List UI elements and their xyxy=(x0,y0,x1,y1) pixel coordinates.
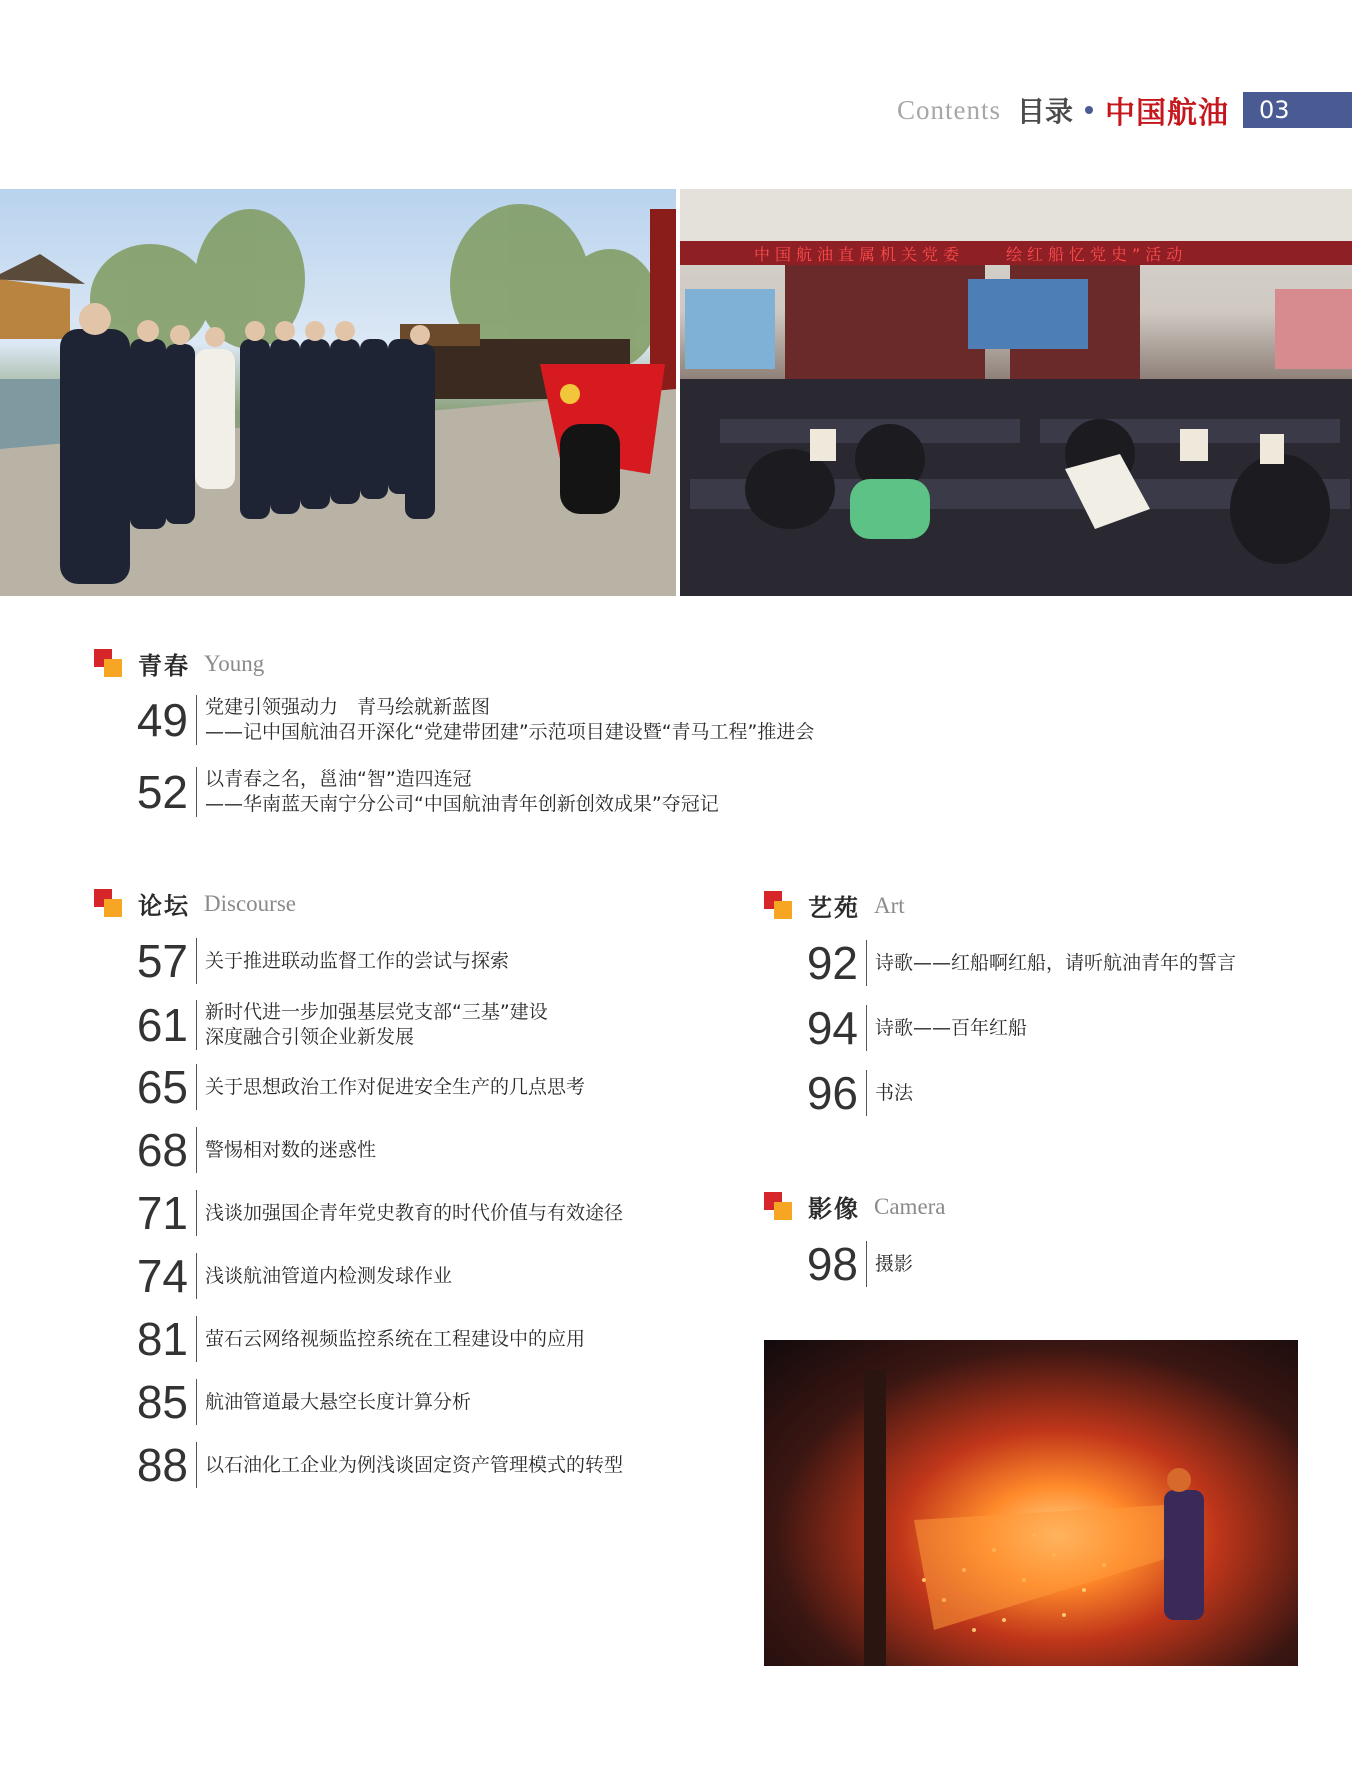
toc-entry[interactable] xyxy=(800,1002,1028,1054)
entry-divider xyxy=(866,1241,867,1287)
section-title-en: Camera xyxy=(874,1193,946,1219)
entry-title: 浅谈航油管道内检测发球作业 xyxy=(205,1264,453,1287)
entry-page-number: 85 xyxy=(136,1376,188,1428)
entry-divider xyxy=(196,1000,197,1050)
entry-page-number: 88 xyxy=(136,1439,188,1491)
entry-divider xyxy=(196,1442,197,1488)
section-title-en: Discourse xyxy=(204,890,296,916)
entry-divider xyxy=(196,767,197,817)
toc-entry[interactable] xyxy=(800,937,1237,989)
section-young-header xyxy=(94,646,264,681)
entry-title: 以石油化工企业为例浅谈固定资产管理模式的转型 xyxy=(205,1453,624,1476)
entry-page-number: 49 xyxy=(136,694,188,746)
entry-page-number: 81 xyxy=(136,1313,188,1365)
entry-divider xyxy=(196,1316,197,1362)
entry-title: 党建引领强动力 青马绘就新蓝图 ——记中国航油召开深化“党建带团建”示范项目建设暨“青马工程”推进会 xyxy=(205,696,815,743)
entry-title: 关于思想政治工作对促进安全生产的几点思考 xyxy=(205,1075,586,1098)
page-number: 03 xyxy=(1239,92,1352,128)
separator-dot xyxy=(1085,106,1093,114)
section-marker-icon xyxy=(94,889,124,919)
contents-label-cn: 目录 xyxy=(1016,95,1073,128)
entry-title: 书法 xyxy=(875,1081,914,1104)
entry-page-number: 68 xyxy=(136,1124,188,1176)
entry-title: 萤石云网络视频监控系统在工程建设中的应用 xyxy=(205,1327,586,1350)
section-marker-icon xyxy=(764,891,794,921)
photo-welding-sparks xyxy=(764,1340,1298,1666)
entry-divider xyxy=(196,1379,197,1425)
entry-page-number: 98 xyxy=(806,1238,858,1290)
section-camera-header xyxy=(764,1189,946,1224)
entry-divider xyxy=(196,938,197,984)
entry-title: 摄影 xyxy=(875,1252,914,1275)
page-header xyxy=(896,92,1352,131)
section-discourse-header xyxy=(94,886,296,921)
toc-entry[interactable] xyxy=(130,695,814,745)
photo-meeting-room xyxy=(680,189,1352,596)
magazine-title: 中国航油 xyxy=(1105,96,1229,131)
entry-divider xyxy=(866,940,867,986)
toc-entry[interactable] xyxy=(130,1376,472,1428)
entry-title: 关于推进联动监督工作的尝试与探索 xyxy=(205,949,510,972)
entry-title: 诗歌——红船啊红船，请听航油青年的誓言 xyxy=(875,951,1237,974)
section-title-cn: 青春 xyxy=(138,652,190,680)
entry-page-number: 74 xyxy=(136,1250,188,1302)
entry-page-number: 57 xyxy=(136,935,188,987)
toc-entry[interactable] xyxy=(800,1067,914,1119)
entry-divider xyxy=(866,1070,867,1116)
contents-label-en: Contents xyxy=(896,94,1001,125)
entry-page-number: 65 xyxy=(136,1061,188,1113)
entry-page-number: 96 xyxy=(806,1067,858,1119)
entry-page-number: 71 xyxy=(136,1187,188,1239)
section-marker-icon xyxy=(94,649,124,679)
toc-entry[interactable] xyxy=(130,1000,548,1050)
entry-page-number: 52 xyxy=(136,766,188,818)
section-title-en: Art xyxy=(874,892,905,918)
entry-divider xyxy=(196,1127,197,1173)
entry-divider xyxy=(196,695,197,745)
toc-entry[interactable] xyxy=(130,1124,377,1176)
toc-entry[interactable] xyxy=(130,767,719,817)
toc-entry[interactable] xyxy=(130,1313,586,1365)
entry-page-number: 94 xyxy=(806,1002,858,1054)
section-marker-icon xyxy=(764,1192,794,1222)
section-art-header xyxy=(764,888,905,923)
section-title-cn: 影像 xyxy=(808,1195,860,1223)
entry-page-number: 61 xyxy=(136,999,188,1051)
toc-entry[interactable] xyxy=(130,1439,624,1491)
entry-divider xyxy=(196,1253,197,1299)
section-title-cn: 艺苑 xyxy=(808,894,860,922)
entry-title: 新时代进一步加强基层党支部“三基”建设 深度融合引领企业新发展 xyxy=(205,1001,548,1048)
entry-title: 诗歌——百年红船 xyxy=(875,1016,1028,1039)
toc-entry[interactable] xyxy=(130,1061,586,1113)
toc-entry[interactable] xyxy=(800,1238,914,1290)
entry-divider xyxy=(866,1005,867,1051)
section-title-cn: 论坛 xyxy=(138,892,190,920)
entry-page-number: 92 xyxy=(806,937,858,989)
meeting-banner-text: 中国航油直属机关党委 绘红船忆党史”活动 xyxy=(754,245,1188,264)
toc-entry[interactable] xyxy=(130,1250,453,1302)
toc-entry[interactable] xyxy=(130,935,510,987)
entry-title: 警惕相对数的迷惑性 xyxy=(205,1138,377,1161)
entry-divider xyxy=(196,1064,197,1110)
toc-entry[interactable] xyxy=(130,1187,624,1239)
photo-oath-ceremony xyxy=(0,189,676,596)
entry-title: 以青春之名，邕油“智”造四连冠 ——华南蓝天南宁分公司“中国航油青年创新创效成果”夺冠记 xyxy=(205,768,719,815)
section-title-en: Young xyxy=(204,650,265,676)
entry-divider xyxy=(196,1190,197,1236)
entry-title: 浅谈加强国企青年党史教育的时代价值与有效途径 xyxy=(205,1201,624,1224)
entry-title: 航油管道最大悬空长度计算分析 xyxy=(205,1390,472,1413)
